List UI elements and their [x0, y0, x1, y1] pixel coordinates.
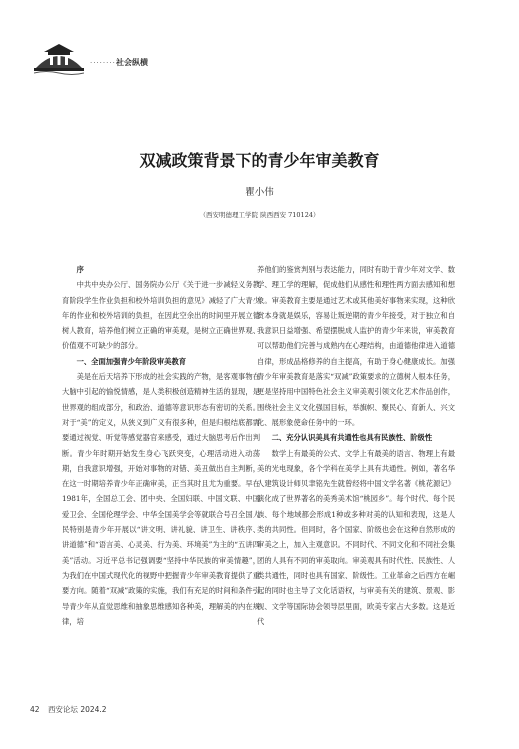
- article-title: 双减政策背景下的青少年审美教育: [139, 151, 380, 170]
- article-author: 瞿小伟: [245, 187, 274, 198]
- page-footer: [30, 704, 107, 715]
- journal-issue: 2024.2: [80, 705, 107, 714]
- journal-name: 西安论坛: [47, 705, 78, 714]
- left-column: [62, 262, 260, 629]
- section-label: 社会纵横: [116, 58, 148, 67]
- journal-header: [34, 38, 234, 78]
- section2-paragraph: 数学上有最美的公式、文学上有最美的语言、物理上有最美的光电现象，各个学科在美学上具有共通性。例如，著名华人建筑设计师贝聿铭先生就曾经将中国文学名著《桃花源记》演化成了世界著名的美秀美术馆“桃园乡”。每个时代、每个民族、每个地域都会形成1种或多种对美的认知和表现，这是人类的共同性。但同时，各个国家、阶级也会在这种自然形成的审美之上，加入主观意识。不同时代、不同文化和不同社会集团的人具有不同的审美取向。审美观具有时代性、民族性、人类共通性，同时也具有国家、阶级性。工业革命之后西方在崛起的同时也主导了文化话语权，与审美有关的建筑、景观、影视、文学等国际协会领导层里面，欧美专家占大多数。这是近代: [257, 448, 455, 626]
- author-affiliation: （西安明德理工学院 陕西西安 710124）: [199, 211, 320, 219]
- section2-heading: 二、充分认识美具有共通性也具有民族性、阶级性: [271, 433, 433, 443]
- right-column: [257, 262, 455, 629]
- continued-paragraph: 养他们的鉴赏判别与表达能力，同时有助于青少年对文学、数学、理工学的理解，促成他们从感性和理性两方面去感知和想象。审美教育主要是通过艺术或其他美好事物来实现，这种欣赏本身就是娱乐，容易让叛逆期的青少年接受，对于独立和自我意识日益增强、希望摆脱成人监护的青少年来说，审美教育可以帮助他们完善与成熟内在心理结构，由道德他律进入道德自律，形成品格修养的自主提高，有助于身心健康成长。加强青少年审美教育是落实“双减”政策要求的立德树人根本任务，更是坚持用中国特色社会主义审美观引领文化艺术作品创作，围绕社会主义文化强国目标，举旗帜、聚民心、育新人、兴文化、展形象使命任务中的一环。: [257, 265, 455, 427]
- header-dots: ··········: [90, 59, 123, 67]
- page-number: 42: [30, 705, 40, 714]
- journal-logo-icon: [34, 38, 84, 76]
- section1-paragraph: 美是在后天培养下形成的社会实践的产物，是客观事物在大脑中引起的愉悦情感，是人类积极创造精神生活的显现，是世界观的组成部分，和政治、道德等意识形态有密切的关系。对于“美”的定义，从狭义到广义有很多种，但是归根结底都需要通过视觉、听觉等感觉器官来感受，通过大脑思考后作出判断。青少年时期开始发生身心飞跃突变，心理活动进入动荡期，自我意识增强，开始对事物的对错、美丑做出自主判断，在这一时期培养青少年正确审美，正当其时且尤为重要。早在1981年，全国总工会、团中央、全国妇联、中国文联、中国爱卫会、全国伦理学会、中华全国美学会等就联合号召全国人民特别是青少年开展以“讲文明、讲礼貌、讲卫生、讲秩序、讲道德”和“语言美、心灵美、行为美、环境美”为主的“五讲四美”活动。习近平总书记强调要“坚持中华民族的审美情趣”，为我们在中国式现代化的视野中把握青少年审美教育提供了重要方向。随着“双减”政策的实施，我们有充足的时间和条件引导青少年从直觉思维和抽象思维感知各种美，理解美的内在规律，培: [62, 372, 260, 626]
- preface-heading: 序: [76, 265, 84, 274]
- section1-heading: 一、全面加强青少年阶段审美教育: [76, 356, 187, 366]
- preface-paragraph: 中共中央办公厅、国务院办公厅《关于进一步减轻义务教育阶段学生作业负担和校外培训负担的意见》减轻了广大青少年的作业和校外培训的负担，在因此空余出的时间里开展立德树人教育，培养他们树立正确的审美观，是树立正确世界观、价值观不可缺少的部分。: [62, 280, 260, 351]
